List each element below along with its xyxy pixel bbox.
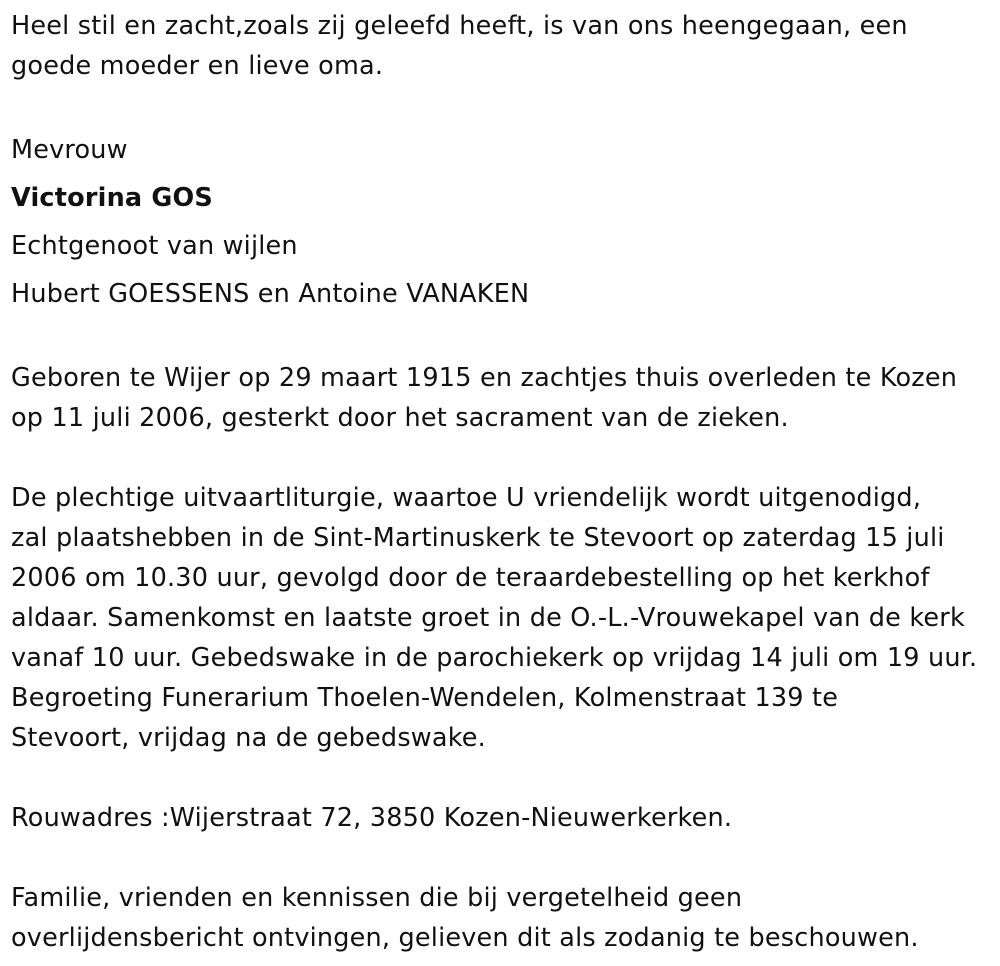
name-block [11,126,996,318]
text-line: Stevoort, vrijdag na de gebedswake. [11,723,486,753]
closing-paragraph [11,878,996,958]
funeral-paragraph [11,478,996,758]
text-line: op 11 juli 2006, gesterkt door het sacrament van de zieken. [11,403,789,433]
address-paragraph [11,798,996,838]
birth-death-paragraph [11,358,996,438]
title-prefix: Mevrouw [11,135,128,165]
text-line: zal plaatshebben in de Sint-Martinuskerk te Stevoort op zaterdag 15 juli [11,523,945,553]
intro-paragraph [11,6,996,86]
text-line: De plechtige uitvaartliturgie, waartoe U vriendelijk wordt uitgenodigd, [11,483,922,513]
text-line: 2006 om 10.30 uur, gevolgd door de teraardebestelling op het kerkhof [11,563,930,593]
text-line: Geboren te Wijer op 29 maart 1915 en zachtjes thuis overleden te Kozen [11,363,958,393]
spouse-label: Echtgenoot van wijlen [11,231,298,261]
text-line: Heel stil en zacht,zoals zij geleefd heeft, is van ons heengegaan, een [11,11,908,41]
spouse-names: Hubert GOESSENS en Antoine VANAKEN [11,279,530,309]
text-line: aldaar. Samenkomst en laatste groet in de O.-L.-Vrouwekapel van de kerk [11,603,965,633]
obituary-text [11,6,996,958]
text-line: overlijdensbericht ontvingen, gelieven dit als zodanig te beschouwen. [11,923,919,953]
mourning-address: Rouwadres :Wijerstraat 72, 3850 Kozen-Nieuwerkerken. [11,803,733,833]
text-line: goede moeder en lieve oma. [11,51,384,81]
text-line: Familie, vrienden en kennissen die bij vergetelheid geen [11,883,743,913]
text-line: Begroeting Funerarium Thoelen-Wendelen, Kolmenstraat 139 te [11,683,839,713]
text-line: vanaf 10 uur. Gebedswake in de parochiekerk op vrijdag 14 juli om 19 uur. [11,643,978,673]
deceased-name: Victorina GOS [11,183,213,213]
